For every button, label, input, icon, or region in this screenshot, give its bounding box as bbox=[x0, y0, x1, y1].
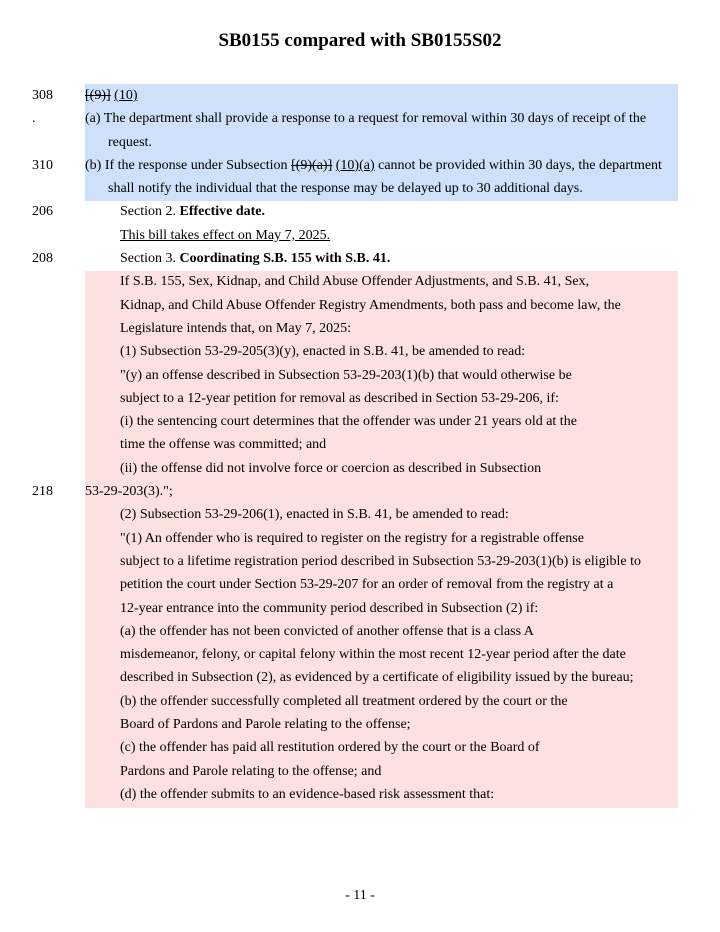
text-run: (i) the sentencing court determines that the offender was under 21 years old at the bbox=[120, 414, 577, 430]
line-text bbox=[120, 503, 509, 526]
text-run: Pardons and Parole relating to the offense; and bbox=[120, 763, 382, 779]
document-line bbox=[0, 457, 720, 480]
document-line bbox=[0, 597, 720, 620]
text-run: Section 2. bbox=[120, 204, 180, 220]
line-number: 218 bbox=[32, 484, 53, 500]
document-line bbox=[0, 760, 720, 783]
line-text bbox=[85, 84, 137, 107]
document-line bbox=[0, 247, 720, 270]
inserted-text: This bill takes effect on May 7, 2025. bbox=[120, 227, 331, 243]
line-number: 310 bbox=[32, 157, 53, 173]
document-line bbox=[0, 154, 720, 177]
line-text bbox=[120, 433, 326, 456]
line-text bbox=[120, 690, 568, 713]
line-list bbox=[0, 84, 720, 806]
text-run: 53-29-203(3)."; bbox=[85, 484, 173, 500]
line-text bbox=[120, 760, 381, 783]
deleted-text: [(9)(a)] bbox=[291, 157, 333, 173]
document-line bbox=[0, 364, 720, 387]
text-run: shall notify the individual that the response may be delayed up to 30 additional days. bbox=[108, 181, 583, 197]
line-text bbox=[85, 154, 662, 177]
line-text bbox=[120, 340, 525, 363]
text-run: time the offense was committed; and bbox=[120, 437, 327, 453]
line-text bbox=[120, 643, 626, 666]
document-line bbox=[0, 503, 720, 526]
line-text bbox=[108, 177, 583, 200]
text-run: If S.B. 155, Sex, Kidnap, and Child Abuse Offender Adjustments, and S.B. 41, Sex, bbox=[120, 274, 590, 290]
document-line bbox=[0, 107, 720, 130]
text-run: (a) the offender has not been convicted of another offense that is a class A bbox=[120, 623, 534, 639]
document-line bbox=[0, 317, 720, 340]
text-run: (ii) the offense did not involve force or coercion as described in Subsection bbox=[120, 460, 542, 476]
bold-text: Coordinating S.B. 155 with S.B. 41. bbox=[179, 251, 391, 267]
text-run: cannot be provided within 30 days, the department bbox=[374, 157, 662, 173]
line-text bbox=[120, 410, 577, 433]
document-line bbox=[0, 713, 720, 736]
line-text bbox=[120, 457, 541, 480]
document-line bbox=[0, 340, 720, 363]
text-run: petition the court under Section 53-29-207 for an order of removal from the registry at a bbox=[120, 577, 614, 593]
document-line bbox=[0, 480, 720, 503]
line-text bbox=[120, 364, 572, 387]
document-line bbox=[0, 736, 720, 759]
line-number: 308 bbox=[32, 88, 53, 103]
line-text bbox=[120, 200, 265, 223]
line-number: 206 bbox=[32, 204, 53, 220]
text-run: request. bbox=[108, 134, 152, 150]
page-number: - 11 - bbox=[345, 888, 375, 903]
document-line bbox=[0, 573, 720, 596]
document-line bbox=[0, 643, 720, 666]
line-text bbox=[120, 224, 330, 247]
document-line bbox=[0, 410, 720, 433]
text-run: (2) Subsection 53-29-206(1), enacted in S.B. 41, be amended to read: bbox=[120, 507, 509, 523]
text-run: (a) The department shall provide a response to a request for removal within 30 days of receipt of the bbox=[85, 111, 647, 127]
text-run: 12-year entrance into the community period described in Subsection (2) if: bbox=[120, 600, 539, 616]
text-run: (b) If the response under Subsection bbox=[85, 157, 292, 173]
text-run: (1) Subsection 53-29-205(3)(y), enacted in S.B. 41, be amended to read: bbox=[120, 344, 526, 360]
document-line bbox=[0, 270, 720, 293]
line-text bbox=[120, 620, 534, 643]
bold-text: Effective date. bbox=[179, 204, 266, 220]
line-text bbox=[85, 107, 646, 130]
line-text bbox=[120, 527, 584, 550]
text-run: (b) the offender successfully completed all treatment ordered by the court or the bbox=[120, 693, 568, 709]
document-body bbox=[0, 84, 720, 806]
document-line bbox=[0, 527, 720, 550]
document-line bbox=[0, 387, 720, 410]
text-run: Kidnap, and Child Abuse Offender Registry Amendments, both pass and become law, the bbox=[120, 297, 621, 313]
document-line bbox=[0, 84, 720, 107]
document-line bbox=[0, 131, 720, 154]
document-line bbox=[0, 690, 720, 713]
line-text bbox=[85, 480, 173, 503]
line-text bbox=[108, 131, 152, 154]
document-line bbox=[0, 666, 720, 689]
text-run: misdemeanor, felony, or capital felony within the most recent 12-year period after the date bbox=[120, 647, 626, 663]
deleted-text: [(9)] bbox=[85, 88, 111, 103]
line-text bbox=[120, 270, 589, 293]
inserted-text: (10)(a) bbox=[335, 157, 375, 173]
line-number: 208 bbox=[32, 251, 53, 267]
text-run: subject to a 12-year petition for removal as described in Section 53-29-206, if: bbox=[120, 390, 559, 406]
text-run: Board of Pardons and Parole relating to the offense; bbox=[120, 717, 411, 733]
line-text bbox=[120, 247, 390, 270]
text-run: Section 3. bbox=[120, 251, 180, 267]
text-run: Legislature intends that, on May 7, 2025: bbox=[120, 320, 351, 336]
line-text bbox=[120, 550, 641, 573]
page-title: SB0155 compared with SB0155S02 bbox=[218, 30, 502, 51]
line-text bbox=[120, 597, 538, 620]
text-run: subject to a lifetime registration period described in Subsection 53-29-203(1)(b) is eligible to bbox=[120, 553, 641, 569]
document-line bbox=[0, 433, 720, 456]
document-line bbox=[0, 294, 720, 317]
text-run: described in Subsection (2), as evidenced by a certificate of eligibility issued by the bureau; bbox=[120, 670, 634, 686]
text-run: (c) the offender has paid all restitution ordered by the court or the Board of bbox=[120, 740, 540, 756]
document-line bbox=[0, 550, 720, 573]
line-text bbox=[120, 736, 540, 759]
line-number: . bbox=[32, 111, 36, 127]
inserted-text: (10) bbox=[114, 88, 138, 103]
line-text bbox=[120, 294, 621, 317]
text-run: "(y) an offense described in Subsection 53-29-203(1)(b) that would otherwise be bbox=[120, 367, 572, 383]
line-text bbox=[120, 713, 411, 736]
line-text bbox=[120, 317, 351, 340]
document-line bbox=[0, 200, 720, 223]
document-line bbox=[0, 783, 720, 806]
line-text bbox=[120, 783, 494, 806]
text-run: (d) the offender submits to an evidence-based risk assessment that: bbox=[120, 786, 495, 802]
line-text bbox=[120, 573, 613, 596]
line-text bbox=[120, 387, 559, 410]
document-line bbox=[0, 620, 720, 643]
document-line bbox=[0, 224, 720, 247]
document-line bbox=[0, 177, 720, 200]
text-run: "(1) An offender who is required to register on the registry for a registrable offense bbox=[120, 530, 584, 546]
line-text bbox=[120, 666, 634, 689]
